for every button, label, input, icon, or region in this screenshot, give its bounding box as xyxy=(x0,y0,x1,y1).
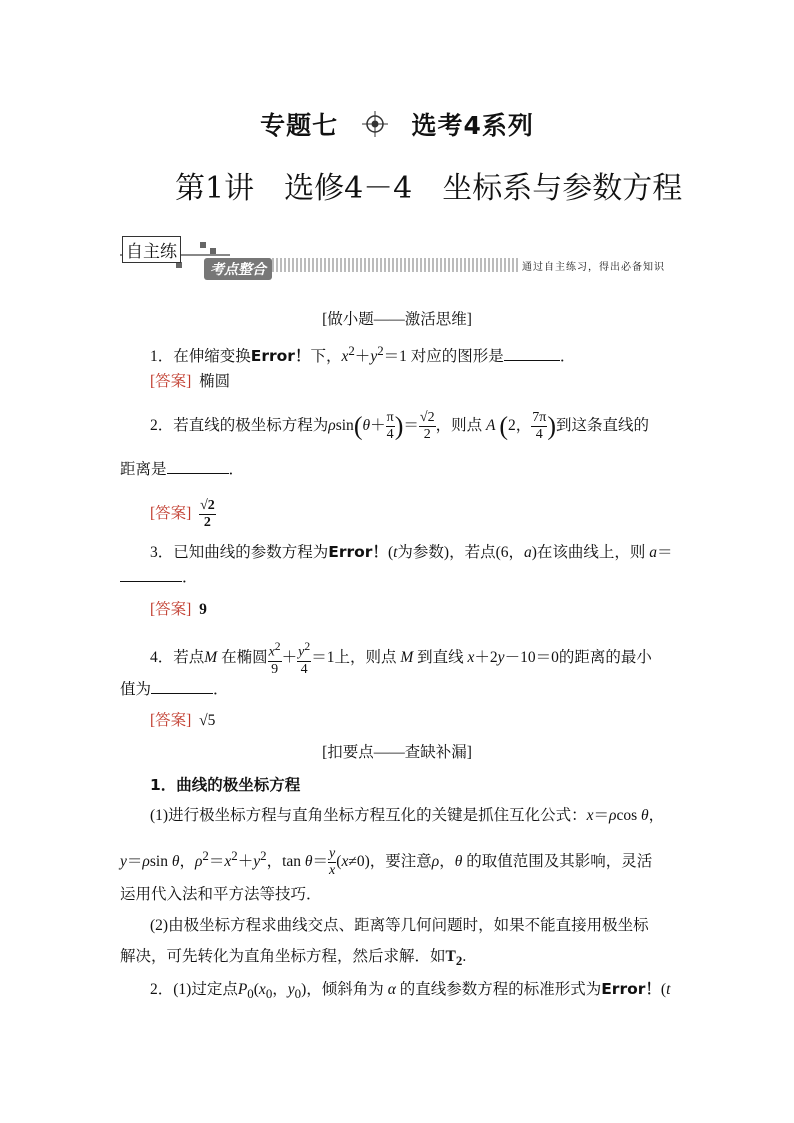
q1-text: 对应的图形是 xyxy=(410,348,504,366)
paragraph-text: 解决，可先转化为直角坐标方程，然后求解．如 xyxy=(120,948,446,965)
question-4: 4．若点M 在椭圆 $\frac{x^2}{9}$ ＋ $\frac{y^2}{4}$ ＝1上，则点 M 到直线 x＋2y－10＝0的距离的最小 xyxy=(150,640,652,677)
paragraph-text: 的取值范围及其影响，灵活 xyxy=(466,853,653,871)
banner-square xyxy=(200,242,206,248)
paragraph-1: (1)进行极坐标方程与直角坐标方程互化的关键是抓住互化公式：x＝ρcos θ， xyxy=(150,807,665,824)
question-1: 1．在伸缩变换Error！下，$x^2+y^2=1$ 对应的图形是 ． xyxy=(150,343,576,366)
paragraph-2-cont: 解决，可先转化为直角坐标方程，然后求解．如$T_2$. xyxy=(120,948,467,969)
q3-error: Error！ xyxy=(328,543,388,561)
q4-text: －10＝0的距离的最小 xyxy=(504,648,652,666)
banner-note: 通过自主练习，得出必备知识 xyxy=(518,258,669,273)
paragraph-3: 2．(1)过定点$P_0(x_0$，$y_0$)，倾斜角为 α 的直线参数方程的标准形式为Error！(t xyxy=(150,980,671,1002)
banner-tag: 自主练 xyxy=(122,236,181,263)
answer-blank xyxy=(120,567,182,582)
banner-square xyxy=(210,248,216,254)
paragraph-text: 2．(1)过定点 xyxy=(150,981,238,998)
q4-text: ＝1上，则点 xyxy=(311,648,397,666)
topic-left: 专题七 xyxy=(260,111,339,140)
heading-1 xyxy=(150,774,300,797)
q1-text: 1．在伸缩变换 xyxy=(150,348,251,366)
q1-text: 下， xyxy=(310,348,342,366)
topic-right: 选考4系列 xyxy=(411,111,534,140)
q3-text: )在该曲线上，则 xyxy=(531,544,646,561)
paragraph-text: ，要注意 xyxy=(369,853,432,871)
target-icon xyxy=(362,111,388,143)
lecture-title xyxy=(175,163,682,207)
q3-text: 为参数)，若点(6， xyxy=(397,544,524,561)
answer-value: 椭圆 xyxy=(199,373,231,390)
q2-text: 2．若直线的极坐标方程为 xyxy=(150,417,329,435)
section-title: [扣要点——查缺补漏] xyxy=(322,744,472,761)
q2-text: 距离是 xyxy=(120,461,167,478)
question-reference: T xyxy=(445,948,456,965)
heading-text: 1．曲线的极坐标方程 xyxy=(150,776,301,794)
paragraph-2 xyxy=(150,915,649,937)
banner-subtitle: 考点整合 xyxy=(204,258,272,280)
question-2-cont: 距离是 ． xyxy=(120,461,245,478)
answer-value: 9 xyxy=(199,601,207,618)
paragraph-1-end xyxy=(120,884,322,906)
question-2: 2．若直线的极坐标方程为ρsin(θ＋ $\frac{\pi}{4}$ )＝ $\frac{√2}{2}$ ，则点 A (2， $\frac{7\pi}{4}$ )到这条直线的 xyxy=(150,410,650,442)
section-banner xyxy=(120,232,680,282)
answer-blank xyxy=(167,459,229,474)
question-3-cont: ． xyxy=(120,567,198,589)
lecture-number: 第1讲 xyxy=(175,171,255,206)
q2-text: 到这条直线的 xyxy=(556,417,650,435)
q4-text: 4．若点 xyxy=(150,648,205,666)
answer-3 xyxy=(150,599,207,621)
answer-4 xyxy=(150,710,215,732)
answer-blank xyxy=(151,679,213,694)
q1-error: Error！ xyxy=(250,347,311,366)
question-3: 3．已知曲线的参数方程为Error！(t为参数)，若点(6，a)在该曲线上，则 a＝ xyxy=(150,543,673,561)
paragraph-text: 运用代入法和平方法等技巧． xyxy=(120,886,322,903)
answer-1 xyxy=(150,371,230,393)
q4-text: 到直线 xyxy=(417,648,464,666)
answer-blank xyxy=(504,346,560,361)
answer-label: [答案] xyxy=(150,373,192,390)
topic-heading xyxy=(0,106,794,143)
lecture-name: 坐标系与参数方程 xyxy=(442,171,683,206)
q4-text: 在椭圆 xyxy=(221,648,268,666)
formula-error: Error！ xyxy=(601,980,661,998)
answer-2: [答案] $\frac{√2}{2}$ xyxy=(150,498,215,530)
question-4-cont: 值为 ． xyxy=(120,681,229,698)
paragraph-text: ，倾斜角为 xyxy=(306,981,384,998)
q2-text: ，则点 xyxy=(435,417,483,435)
paragraph-1-cont: y＝ρsin θ，$\rho^2=x^2+y^2$，tan θ＝ $\frac{y}{x}$ (x≠0)，要注意ρ，θ 的取值范围及其影响，灵活 xyxy=(120,846,653,879)
answer-value: √5 xyxy=(199,712,216,729)
answer-label: [答案] xyxy=(150,601,192,618)
paragraph-text: (1)进行极坐标方程与直角坐标方程互化的关键是抓住互化公式： xyxy=(150,807,587,824)
q3-text: 3．已知曲线的参数方程为 xyxy=(150,544,329,561)
answer-label: [答案] xyxy=(150,505,192,523)
section-title: [做小题——激活思维] xyxy=(322,311,472,328)
paragraph-text: (2)由极坐标方程求曲线交点、距离等几何问题时，如果不能直接用极坐标 xyxy=(150,917,649,934)
answer-label: [答案] xyxy=(150,712,192,729)
lecture-part: 选修4－4 xyxy=(284,171,413,206)
paragraph-text: 的直线参数方程的标准形式为 xyxy=(399,981,602,998)
q4-text: 值为 xyxy=(120,681,152,698)
